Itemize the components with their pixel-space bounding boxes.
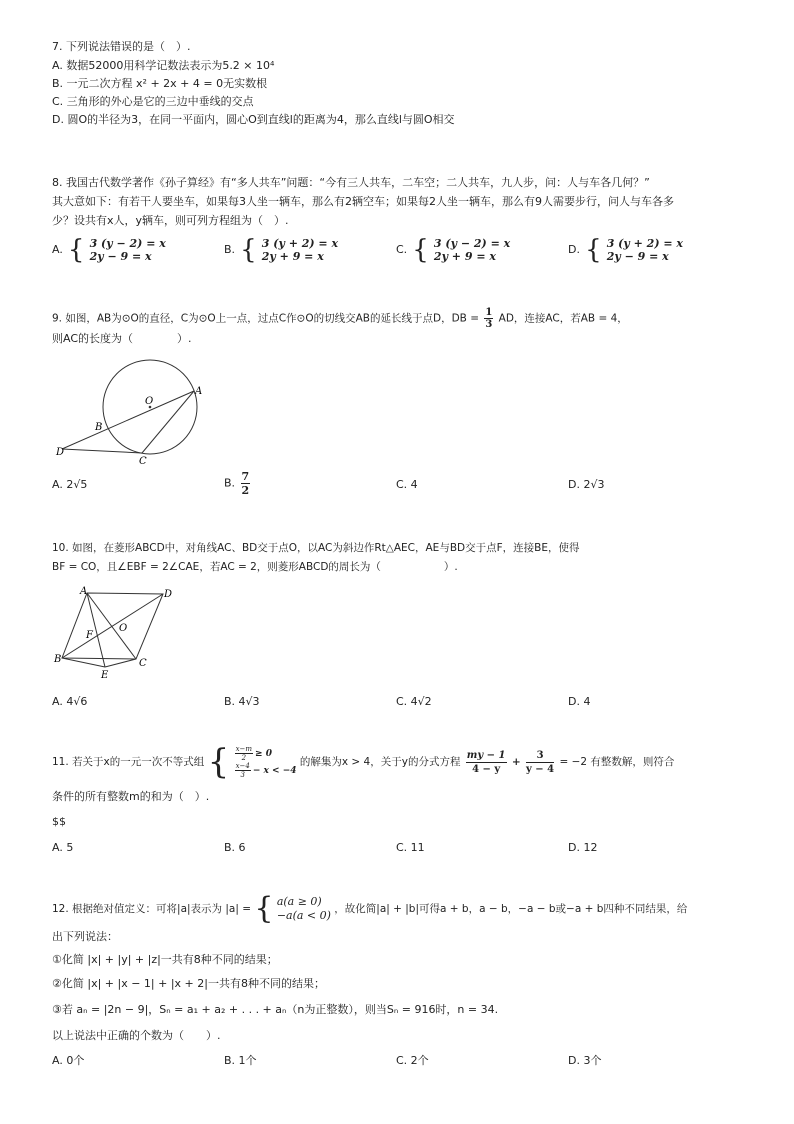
option-letter: A. (52, 243, 63, 256)
piecewise-brace: { (254, 891, 274, 926)
label-b: B (95, 422, 103, 433)
option-letter: B. (224, 476, 236, 490)
equation-system (90, 237, 166, 263)
q10-option-a: A. 4√6 (52, 695, 88, 708)
q10-option-b: B. 4√3 (224, 695, 260, 708)
inequality-1 (233, 745, 297, 762)
q12-statement-3: ③若 aₙ = |2n − 9|，Sₙ = a₁ + a₂ + . . . + aₙ（n为正整数），则当Sₙ = 916时，n = 34. (52, 1003, 499, 1016)
q12-statement-2: ②化简 |x| + |x − 1| + |x + 2|一共有8种不同的结果； (52, 977, 325, 990)
diagonal-ac (87, 593, 136, 659)
q11-option-b: B. 6 (224, 841, 246, 854)
line-da (62, 391, 194, 449)
label-d: D (56, 447, 65, 458)
fraction-denominator: 2 (241, 484, 250, 497)
q9-option-c: C. 4 (396, 478, 418, 491)
q11-option-c: C. 11 (396, 841, 425, 854)
q7-option-c: C. 三角形的外心是它的三边中垂线的交点 (52, 95, 254, 108)
label-o: O (145, 396, 154, 407)
label-d: D (164, 589, 173, 600)
q12-option-a: A. 0个 (52, 1054, 85, 1067)
q9-option-a: A. 2√5 (52, 478, 88, 491)
q8-option-c (396, 237, 510, 263)
label-a: A (80, 586, 88, 597)
q11-text-eq: = −2 有整数解，则符合 (559, 756, 675, 768)
fraction-my (466, 749, 507, 776)
system-brace: { (412, 235, 429, 265)
fraction (235, 745, 253, 762)
fraction-denominator: 4 − y (472, 763, 501, 775)
equation-1: 3 (y + 2) = x (261, 237, 339, 250)
q11-text-mid: 的解集为x > 4，关于y的分式方程 (299, 756, 461, 768)
equation-system (262, 237, 338, 263)
q9-text-a: 9. 如图，AB为⊙O的直径，C为⊙O上一点，过点C作⊙O的切线交AB的延长线于点D，DB = (52, 312, 479, 325)
system-brace: { (207, 742, 230, 782)
equation-1: 3 (y + 2) = x (606, 237, 683, 250)
q8-option-a (52, 237, 166, 263)
fraction-denominator: 2 (241, 754, 247, 762)
q10-stem-line1: 10. 如图，在菱形ABCD中，对角线AC、BD交于点O，以AC为斜边作Rt△AEC，AE与BD交于点F，连接BE，使得 (52, 542, 580, 554)
q12-option-c: C. 2个 (396, 1054, 429, 1067)
equation-2: 2y − 9 = x (89, 250, 152, 263)
q8-option-b (224, 237, 338, 263)
q12-question: 以上说法中正确的个数为（ ）. (52, 1029, 221, 1042)
q12-text-post: ，故化简|a| + |b|可得a + b，a − b，−a − b或−a + b四种不同结果，给 (334, 903, 688, 915)
q8-option-d (568, 237, 683, 263)
q11-stem-line1 (52, 742, 675, 782)
fraction-denominator: 3 (240, 771, 245, 779)
option-letter: B. (224, 243, 236, 256)
q8-stem-line2: 其大意如下：有若干人要坐车，如果每3人坐一辆车，那么有2辆空车；如果每2人坐一辆车，那么有9人需要步行，问人与车各多 (52, 195, 674, 208)
label-o: O (119, 623, 128, 634)
option-letter: D. (568, 243, 580, 256)
segment-ec (105, 659, 136, 667)
fraction-denominator: 3 (485, 319, 493, 330)
plus-sign: + (511, 756, 521, 768)
equation-2: 2y − 9 = x (606, 250, 669, 263)
q11-stray-marker: $$ (52, 815, 66, 828)
fraction-numerator: 1 (485, 307, 493, 318)
fraction-numerator: x−4 (235, 762, 250, 770)
fraction-numerator: x−m (235, 745, 253, 753)
label-c: C (139, 456, 147, 467)
q7-option-b: B. 一元二次方程 x² + 2x + 4 = 0无实数根 (52, 77, 268, 90)
q9-stem-line1 (52, 307, 628, 330)
q8-stem-line3: 少？设共有x人，y辆车，则可列方程组为（ ）. (52, 214, 289, 227)
q7-stem: 7. 下列说法错误的是（ ）. (52, 40, 191, 53)
q9-option-b (224, 470, 252, 497)
q9-option-d: D. 2√3 (568, 478, 605, 491)
label-f: F (86, 630, 93, 641)
q11-stem-line2: 条件的所有整数m的和为（ ）. (52, 790, 210, 803)
fraction-numerator: 7 (241, 470, 250, 483)
inequality-rest: ≥ 0 (255, 749, 272, 759)
q9-stem-line2: 则AC的长度为（ ）. (52, 332, 192, 345)
case-1: a(a ≥ 0) (276, 895, 322, 908)
equation-system (607, 237, 683, 263)
equation-2: 2y + 9 = x (261, 250, 324, 263)
q12-option-d: D. 3个 (568, 1054, 602, 1067)
system-brace: { (67, 235, 85, 265)
system-brace: { (240, 235, 257, 265)
equation-1: 3 (y − 2) = x (433, 237, 511, 250)
label-a: A (195, 386, 203, 397)
q12-text-pre: 12. 根据绝对值定义：可将|a|表示为 |a| = (52, 903, 252, 915)
q11-option-a: A. 5 (52, 841, 74, 854)
equation-2: 2y + 9 = x (433, 250, 496, 263)
label-c: C (139, 658, 147, 669)
q8-stem-line1: 8. 我国古代数学著作《孙子算经》有“多人共车”问题：“今有三人共车，二车空；二人共车，九人步，问：人与车各几何？” (52, 176, 650, 189)
fraction-numerator: 3 (526, 749, 554, 763)
fraction (235, 762, 251, 779)
q7-option-a: A. 数据52000用科学记数法表示为5.2 × 10⁴ (52, 59, 275, 72)
inequality-rest: − x < −4 (252, 766, 297, 776)
fraction-three (526, 749, 554, 776)
option-letter: C. (396, 243, 408, 256)
segment-be (62, 658, 105, 667)
fraction-seven-halves (241, 470, 251, 497)
diagonal-bd (62, 594, 163, 658)
piecewise-cases (277, 895, 331, 923)
inequality-system (233, 745, 297, 779)
q12-stem-line1 (52, 891, 688, 926)
inequality-2 (233, 762, 297, 779)
q12-stem-line2: 出下列说法： (52, 930, 118, 943)
q11-option-d: D. 12 (568, 841, 598, 854)
q10-option-c: C. 4√2 (396, 695, 432, 708)
q11-text-pre: 11. 若关于x的一元一次不等式组 (52, 756, 205, 768)
label-e: E (101, 670, 109, 681)
q10-stem-line2: BF = CO，且∠EBF = 2∠CAE，若AC = 2，则菱形ABCD的周长为（ ）. (52, 561, 458, 573)
equation-1: 3 (y − 2) = x (89, 237, 166, 250)
label-b: B (54, 654, 62, 665)
fraction-numerator: my − 1 (466, 749, 506, 761)
q12-statement-1: ①化简 |x| + |y| + |z|一共有8种不同的结果； (52, 953, 278, 966)
case-2: −a(a < 0) (276, 909, 331, 922)
fraction-one-third (484, 307, 493, 330)
equation-system (434, 237, 510, 263)
q7-option-d: D. 圆O的半径为3，在同一平面内，圆心O到直线l的距离为4，那么直线l与圆O相交 (52, 113, 455, 126)
fraction-denominator: y − 4 (526, 763, 555, 775)
q10-rhombus-figure (50, 582, 180, 682)
q9-text-b: AD，连接AC，若AB = 4， (498, 312, 628, 325)
q10-option-d: D. 4 (568, 695, 591, 708)
q12-option-b: B. 1个 (224, 1054, 257, 1067)
system-brace: { (585, 235, 602, 265)
q9-circle-figure (50, 358, 210, 470)
